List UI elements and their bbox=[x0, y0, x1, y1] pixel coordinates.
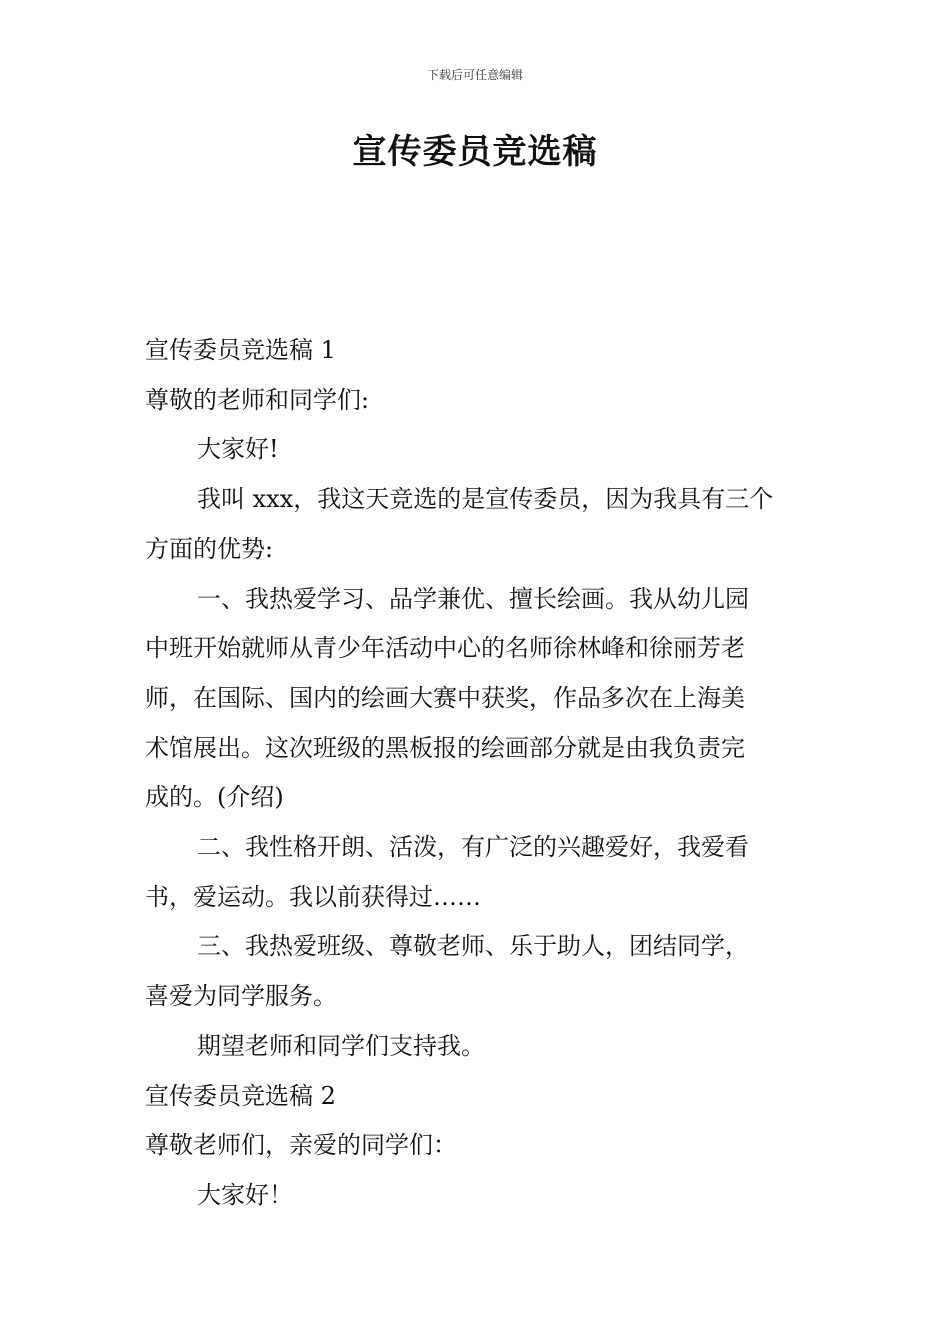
greeting-2: 大家好！ bbox=[197, 1180, 293, 1209]
document-body bbox=[145, 326, 807, 1221]
point2-line-1: 二、我性格开朗、活泼，有广泛的兴趣爱好，我爱看 bbox=[197, 833, 749, 862]
closing-1: 期望老师和同学们支持我。 bbox=[197, 1031, 485, 1060]
section-heading-2: 宣传委员竞选稿 2 bbox=[145, 1081, 336, 1110]
point1-line-5: 成的。(介绍) bbox=[145, 783, 284, 812]
point1-line-1: 一、我热爱学习、品学兼优、擅长绘画。我从幼儿园 bbox=[197, 584, 749, 613]
point1-line-2: 中班开始就师从青少年活动中心的名师徐林峰和徐丽芳老 bbox=[145, 634, 745, 663]
point1-line-3: 师，在国际、国内的绘画大赛中获奖，作品多次在上海美 bbox=[145, 683, 745, 712]
intro-line-1: 我叫 xxx，我这天竞选的是宣传委员，因为我具有三个 bbox=[197, 485, 774, 514]
point3-line-2: 喜爱为同学服务。 bbox=[145, 982, 337, 1011]
point2-line-2: 书，爱运动。我以前获得过…… bbox=[145, 882, 481, 911]
intro-line-2: 方面的优势: bbox=[145, 534, 274, 563]
point3-line-1: 三、我热爱班级、尊敬老师、乐于助人，团结同学， bbox=[197, 932, 749, 961]
point1-line-4: 术馆展出。这次班级的黑板报的绘画部分就是由我负责完 bbox=[145, 733, 745, 762]
section-heading-1: 宣传委员竞选稿 1 bbox=[145, 336, 336, 364]
greeting-1: 大家好! bbox=[197, 435, 279, 464]
header-note: 下载后可任意编辑 bbox=[426, 68, 523, 82]
salutation-1: 尊敬的老师和同学们: bbox=[145, 385, 370, 414]
salutation-2: 尊敬老师们，亲爱的同学们： bbox=[145, 1131, 457, 1160]
document-title: 宣传委员竞选稿 bbox=[352, 132, 598, 172]
